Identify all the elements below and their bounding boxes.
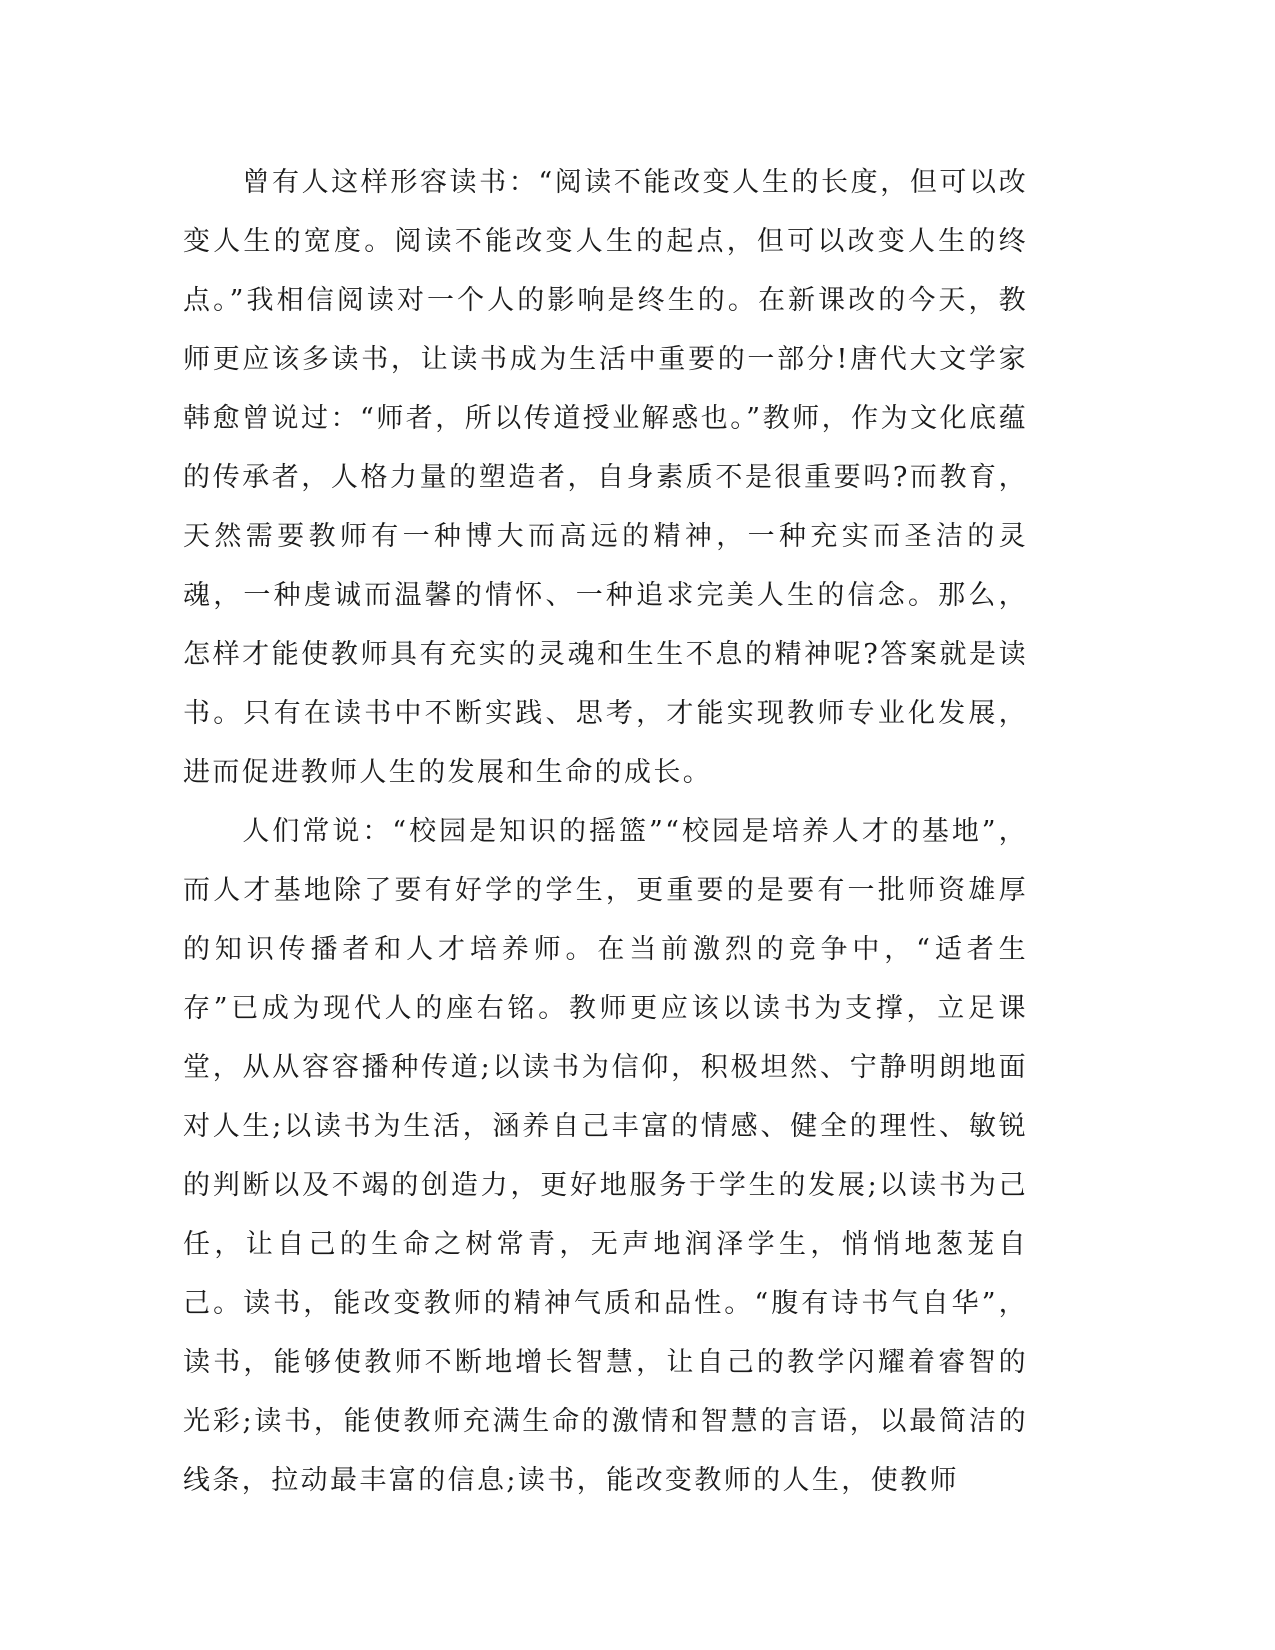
document-body <box>183 153 1028 1510</box>
paragraph-reading-value: 曾有人这样形容读书：“阅读不能改变人生的长度，但可以改变人生的宽度。阅读不能改变人生的起点，但可以改变人生的终点。”我相信阅读对一个人的影响是终生的。在新课改的今天，教师更应该多读书，让读书成为生活中重要的一部分!唐代大文学家韩愈曾说过：“师者，所以传道授业解惑也。”教师，作为文化底蕴的传承者，人格力量的塑造者，自身素质不是很重要吗?而教育，天然需要教师有一种博大而高远的精神，一种充实而圣洁的灵魂，一种虔诚而温馨的情怀、一种追求完美人生的信念。那么，怎样才能使教师具有充实的灵魂和生生不息的精神呢?答案就是读书。只有在读书中不断实践、思考，才能实现教师专业化发展，进而促进教师人生的发展和生命的成长。 <box>183 167 1028 788</box>
paragraph-teacher-reading: 人们常说：“校园是知识的摇篮”“校园是培养人才的基地”，而人才基地除了要有好学的学生，更重要的是要有一批师资雄厚的知识传播者和人才培养师。在当前激烈的竞争中，“适者生存”已成为现代人的座右铭。教师更应该以读书为支撑，立足课堂，从从容容播种传道;以读书为信仰，积极坦然、宁静明朗地面对人生;以读书为生活，涵养自己丰富的情感、健全的理性、敏锐的判断以及不竭的创造力，更好地服务于学生的发展;以读书为己任，让自己的生命之树常青，无声地润泽学生，悄悄地葱茏自己。读书，能改变教师的精神气质和品性。“腹有诗书气自华”，读书，能够使教师不断地增长智慧，让自己的教学闪耀着睿智的光彩;读书，能使教师充满生命的激情和智慧的言语，以最简洁的线条，拉动最丰富的信息;读书，能改变教师的人生，使教师 <box>183 816 1028 1496</box>
